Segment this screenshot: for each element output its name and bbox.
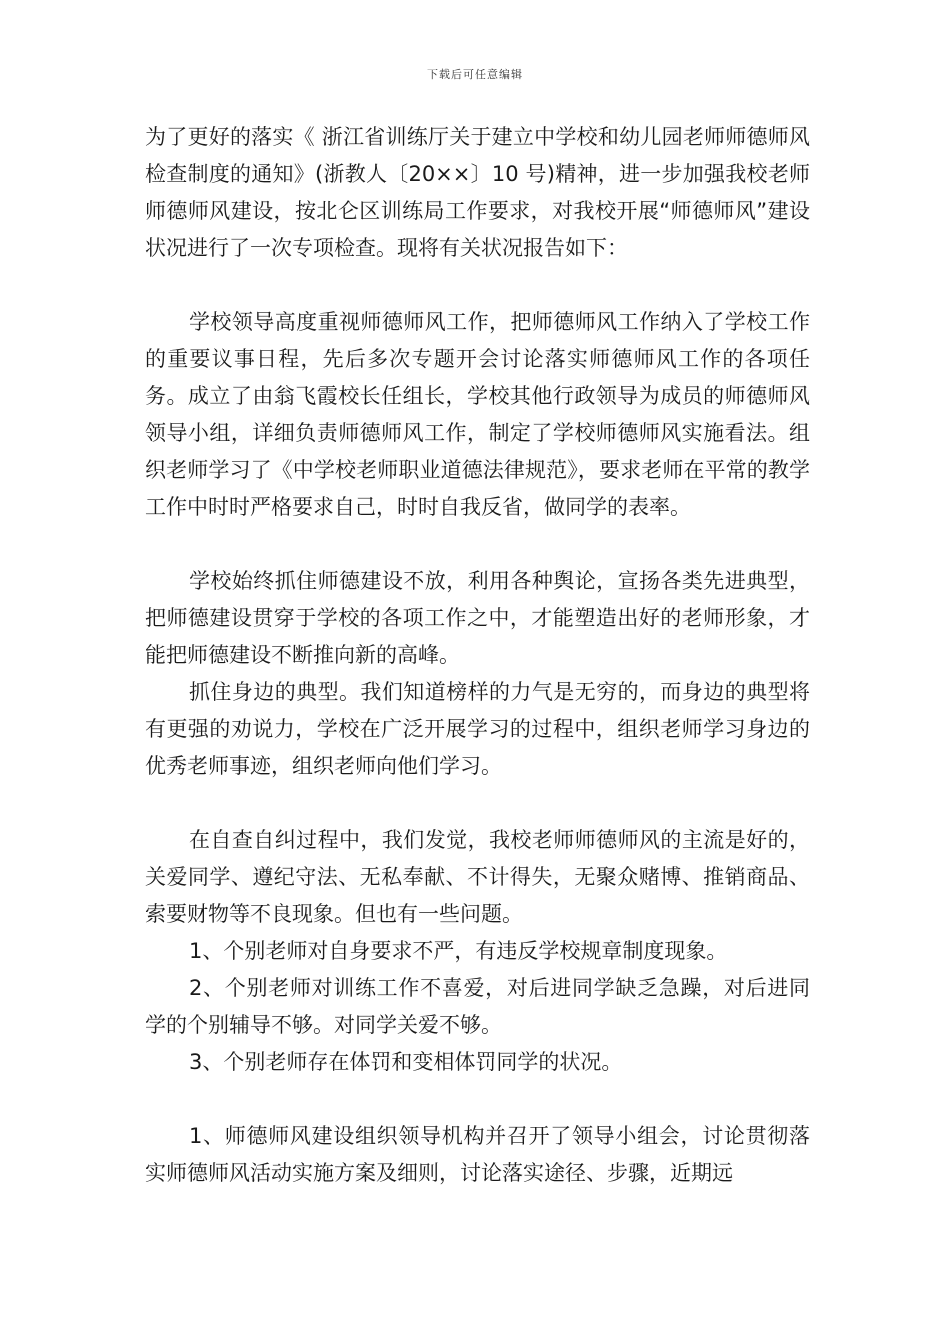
list-item-measure-1: 1、师德师风建设组织领导机构并召开了领导小组会，讨论贯彻落实师德师风活动实施方案及细则，讨论落实途径、步骤，近期远 bbox=[145, 1124, 810, 1185]
list-item-problem-3: 3、个别老师存在体罚和变相体罚同学的状况。 bbox=[189, 1050, 623, 1074]
paragraph-leadership: 学校领导高度重视师德师风工作，把师德师风工作纳入了学校工作的重要议事日程，先后多次专题开会讨论落实师德师风工作的各项任务。成立了由翁飞霞校长任组长，学校其他行政领导为成员的师德师风领导小组，详细负责师德师风工作，制定了学校师德师风实施看法。组织老师学习了《中学校老师职业道德法律规范》，要求老师在平常的教学工作中时时严格要求自己，时时自我反省，做同学的表率。 bbox=[145, 310, 810, 519]
paragraph-gap bbox=[145, 267, 810, 304]
paragraph-ethics-building: 学校始终抓住师德建设不放，利用各种舆论，宣扬各类先进典型，把师德建设贯穿于学校的各项工作之中，才能塑造出好的老师形象，才能把师德建设不断推向新的高峰。 bbox=[145, 569, 810, 667]
list-item-problem-1: 1、个别老师对自身要求不严，有违反学校规章制度现象。 bbox=[189, 939, 728, 963]
page-header: 下载后可任意编辑 bbox=[427, 68, 523, 81]
paragraph-self-inspection: 在自查自纠过程中，我们发觉，我校老师师德师风的主流是好的，关爱同学、遵纪守法、无私奉献、不计得失，无聚众赌博、推销商品、索要财物等不良现象。但也有一些问题。 bbox=[145, 828, 810, 926]
paragraph-gap bbox=[145, 526, 810, 563]
list-item-problem-2: 2、个别老师对训练工作不喜爱，对后进同学缺乏急躁，对后进同学的个别辅导不够。对同学关爱不够。 bbox=[145, 976, 810, 1037]
paragraph-intro: 为了更好的落实《 浙江省训练厅关于建立中学校和幼儿园老师师德师风检查制度的通知》(浙教人〔20××〕10 号)精神，进一步加强我校老师师德师风建设，按北仑区训练局工作要求，对我校开展“师德师风”建设状况进行了一次专项检查。现将有关状况报告如下： bbox=[145, 125, 810, 260]
paragraph-gap bbox=[145, 1081, 810, 1118]
document-body bbox=[145, 119, 810, 1192]
paragraph-role-models: 抓住身边的典型。我们知道榜样的力气是无穷的，而身边的典型将有更强的劝说力，学校在广泛开展学习的过程中，组织老师学习身边的优秀老师事迹，组织老师向他们学习。 bbox=[145, 680, 810, 778]
paragraph-gap bbox=[145, 785, 810, 822]
